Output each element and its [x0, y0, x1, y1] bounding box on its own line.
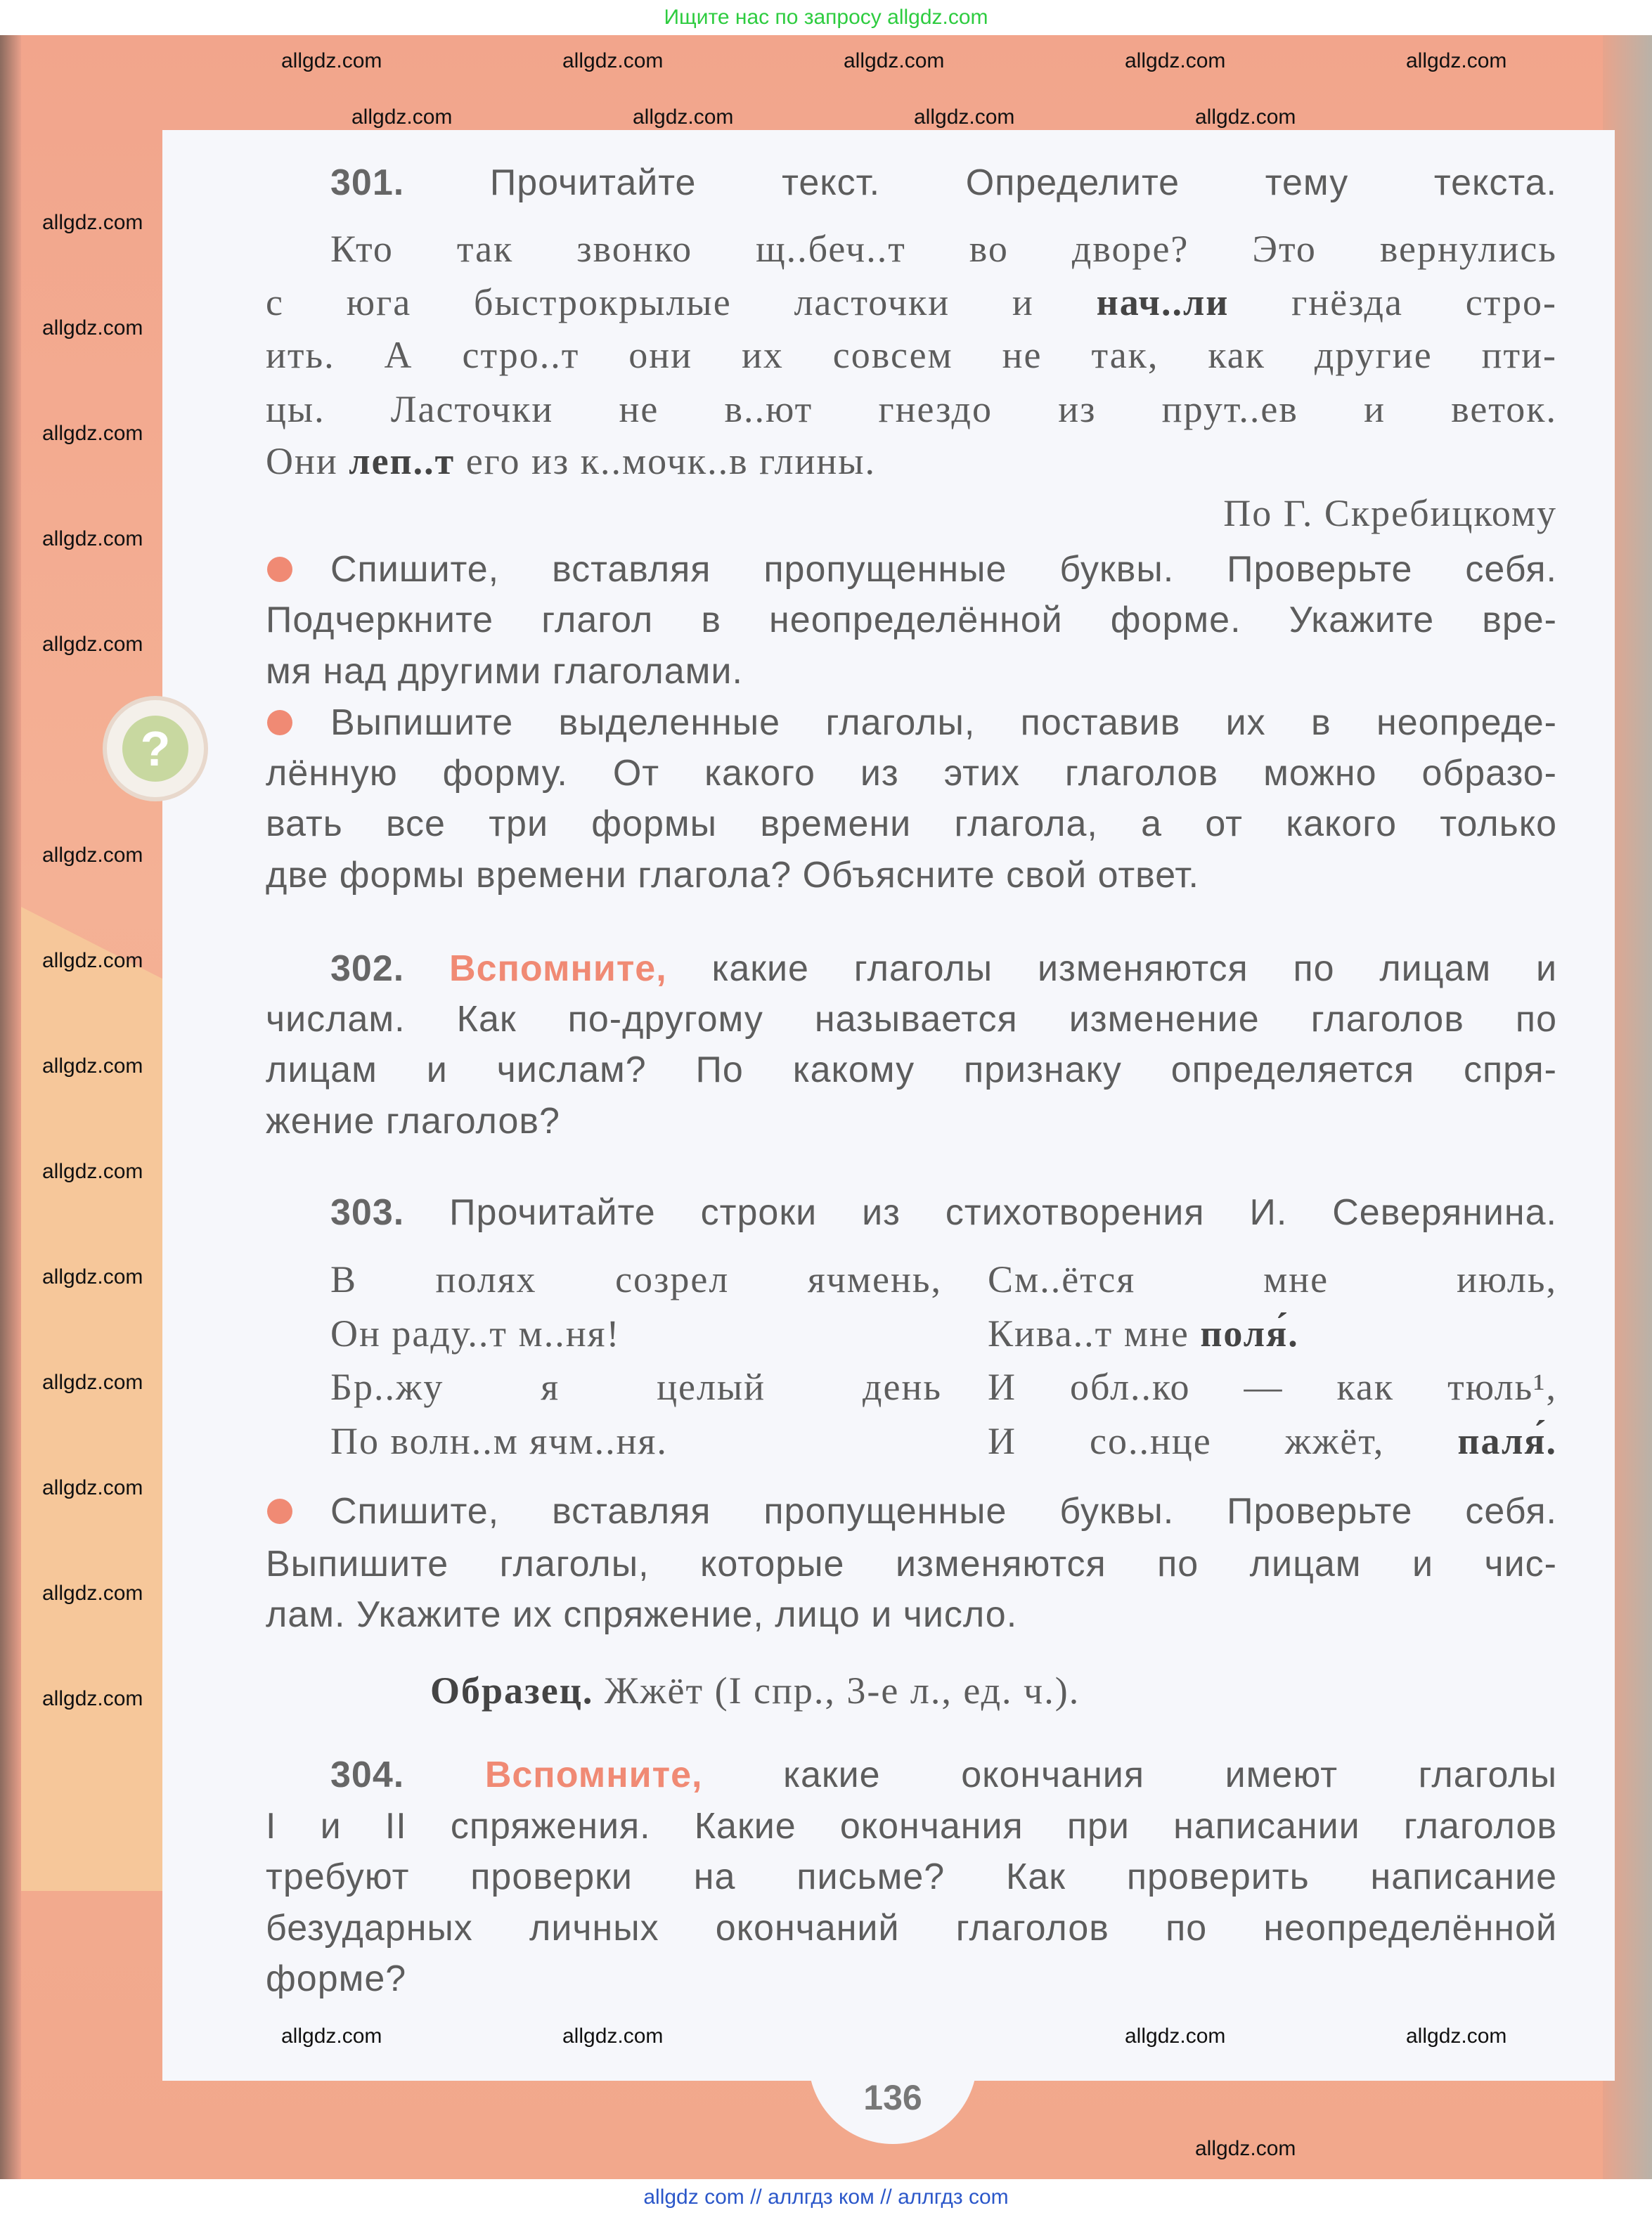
text-segment: лённую форму. От какого из этих глаголов можно образо-	[266, 753, 1557, 794]
text-line	[330, 1362, 942, 1412]
text-line	[266, 995, 1557, 1044]
bold-word: поля́.	[1200, 1312, 1299, 1355]
text-line	[266, 1904, 1557, 1953]
text-segment: Жжёт (I спр., 3-е л., ед. ч.).	[593, 1670, 1080, 1712]
text-line	[266, 647, 1557, 696]
text-segment: ить. А стро..т они их совсем не так, как другие пти-	[266, 334, 1557, 376]
watermark: allgdz.com	[42, 949, 143, 972]
text-line	[266, 851, 1557, 900]
watermark: allgdz.com	[562, 49, 664, 72]
watermark: allgdz.com	[42, 844, 143, 867]
watermark: allgdz.com	[42, 1371, 143, 1394]
text-segment: вать все три формы времени глагола, а от какого только	[266, 803, 1557, 844]
text-line	[266, 1045, 1557, 1094]
watermark: allgdz.com	[42, 1160, 143, 1183]
text-line	[330, 158, 1557, 207]
text-segment: две формы времени глагола? Объясните свой ответ.	[266, 855, 1199, 896]
text-segment: Кива..т мне	[988, 1312, 1201, 1355]
text-segment: мя над другими глаголами.	[266, 651, 743, 692]
text-segment: безударных личных окончаний глаголов по неопределённой	[266, 1908, 1557, 1949]
text-segment: Подчеркните глагол в неопределённой форме. Укажите вре-	[266, 600, 1557, 640]
highlight-word: Вспомните,	[484, 1755, 703, 1795]
text-segment: Прочитайте строки из стихотворения И. Северянина.	[404, 1192, 1557, 1233]
watermark: allgdz.com	[351, 105, 453, 129]
text-segment: форме?	[266, 1958, 407, 1999]
text-segment: Выпишите выделенные глаголы, поставив их в неопреде-	[330, 702, 1557, 743]
watermark: allgdz.com	[1195, 105, 1296, 129]
watermark: allgdz.com	[562, 2025, 664, 2048]
exercise-number: 301.	[330, 162, 405, 203]
watermark: allgdz.com	[42, 1476, 143, 1499]
watermark: allgdz.com	[42, 633, 143, 656]
text-line	[330, 1255, 942, 1304]
text-line	[330, 1487, 1557, 1536]
text-line	[330, 545, 1557, 594]
book-spine	[0, 35, 21, 2179]
text-line	[266, 1539, 1557, 1589]
exercise-number: 303.	[330, 1192, 405, 1233]
text-segment: лицам и числам? По какому признаку определяется спря-	[266, 1050, 1557, 1090]
text-line	[266, 330, 1557, 380]
watermark: allgdz.com	[42, 1687, 143, 1710]
watermark: allgdz.com	[42, 211, 143, 234]
text-segment: требуют проверки на письме? Как проверить написание	[266, 1856, 1557, 1897]
bullet-icon	[267, 1499, 292, 1524]
text-line	[266, 489, 1557, 538]
text-line	[430, 1666, 1414, 1715]
bullet-icon	[267, 710, 292, 735]
text-segment: В полях созрел ячмень,	[330, 1258, 942, 1300]
text-segment: Они	[266, 440, 349, 482]
text-segment: гнёзда стро-	[1229, 281, 1557, 323]
text-line	[266, 1590, 1557, 1639]
bottom-banner: allgdz com // аллгдз ком // аллгдз com	[0, 2179, 1652, 2215]
text-line	[266, 1954, 1557, 2003]
watermark: allgdz.com	[42, 422, 143, 445]
bullet-icon	[267, 557, 292, 582]
text-line	[266, 385, 1557, 434]
text-line	[266, 278, 1557, 327]
text-line	[330, 1750, 1557, 1800]
text-segment: какие окончания имеют глаголы	[702, 1755, 1558, 1795]
text-line	[330, 1309, 942, 1358]
text-segment: его из к..мочк..в глины.	[455, 440, 877, 482]
watermark: allgdz.com	[42, 1054, 143, 1078]
watermark: allgdz.com	[1406, 49, 1507, 72]
text-line	[988, 1362, 1557, 1412]
text-segment: И со..нце жжёт,	[988, 1420, 1458, 1462]
text-segment: Кто так звонко щ..беч..т во дворе? Это вернулись	[330, 228, 1557, 270]
text-segment: По Г. Скребицкому	[1223, 492, 1557, 534]
watermark: allgdz.com	[914, 105, 1015, 129]
text-segment: Бр..жу я целый день	[330, 1366, 942, 1408]
text-line	[330, 224, 1557, 273]
text-line	[266, 749, 1557, 798]
text-line	[988, 1255, 1557, 1304]
watermark: allgdz.com	[844, 49, 945, 72]
text-segment: Прочитайте текст. Определите тему текста.	[404, 162, 1557, 203]
text-line	[266, 1802, 1557, 1851]
text-line	[330, 1416, 942, 1466]
watermark: allgdz.com	[42, 527, 143, 550]
watermark: allgdz.com	[1195, 2137, 1296, 2160]
text-line	[266, 437, 1557, 486]
text-segment: Выпишите глаголы, которые изменяются по лицам и чис-	[266, 1544, 1557, 1584]
exercise-number: 302.	[330, 948, 405, 989]
watermark: allgdz.com	[1125, 2025, 1226, 2048]
text-segment: См..ётся мне июль,	[988, 1258, 1557, 1300]
watermark: allgdz.com	[281, 49, 382, 72]
text-segment: лам. Укажите их спряжение, лицо и число.	[266, 1594, 1018, 1635]
exercise-number: 304.	[330, 1755, 405, 1795]
watermark: allgdz.com	[281, 2025, 382, 2048]
text-segment: жение глаголов?	[266, 1101, 560, 1142]
bold-word: нач..ли	[1096, 281, 1230, 323]
text-line	[266, 1097, 1557, 1146]
text-segment: Спишите, вставляя пропущенные буквы. Проверьте себя.	[330, 1491, 1557, 1532]
text-segment	[404, 1755, 485, 1795]
text-line	[988, 1416, 1557, 1466]
watermark: allgdz.com	[1406, 2025, 1507, 2048]
text-segment	[404, 948, 449, 989]
text-line	[266, 799, 1557, 848]
text-segment: И обл..ко — как тюль¹,	[988, 1366, 1557, 1408]
watermark: allgdz.com	[42, 1582, 143, 1605]
top-banner: Ищите нас по запросу allgdz.com	[0, 0, 1652, 35]
text-segment: с юга быстрокрылые ласточки и	[266, 281, 1097, 323]
text-segment: числам. Как по-другому называется изменение глаголов по	[266, 999, 1557, 1040]
watermark: allgdz.com	[633, 105, 734, 129]
highlight-word: Вспомните,	[449, 948, 667, 989]
watermark: allgdz.com	[42, 1265, 143, 1289]
watermark: allgdz.com	[1125, 49, 1226, 72]
text-segment: Он раду..т м..ня!	[330, 1312, 621, 1355]
text-segment: цы. Ласточки не в..ют гнездо из прут..ев и веток.	[266, 388, 1557, 430]
text-line	[266, 1852, 1557, 1901]
text-line	[330, 698, 1557, 747]
text-segment: Спишите, вставляя пропущенные буквы. Проверьте себя.	[330, 549, 1557, 590]
text-line	[266, 595, 1557, 645]
text-segment: I и II спряжения. Какие окончания при написании глаголов	[266, 1806, 1557, 1847]
text-segment: По волн..м ячм..ня.	[330, 1420, 668, 1462]
text-line	[330, 944, 1557, 993]
bold-word: паля́.	[1457, 1420, 1557, 1462]
question-icon: ?	[103, 696, 208, 801]
text-line	[330, 1188, 1557, 1237]
text-line	[988, 1309, 1557, 1358]
watermark: allgdz.com	[42, 316, 143, 340]
page-number: 136	[863, 2078, 922, 2117]
bold-word: леп..т	[349, 440, 456, 482]
text-segment: какие глаголы изменяются по лицам и	[666, 948, 1557, 989]
bold-word: Образец.	[430, 1670, 594, 1712]
